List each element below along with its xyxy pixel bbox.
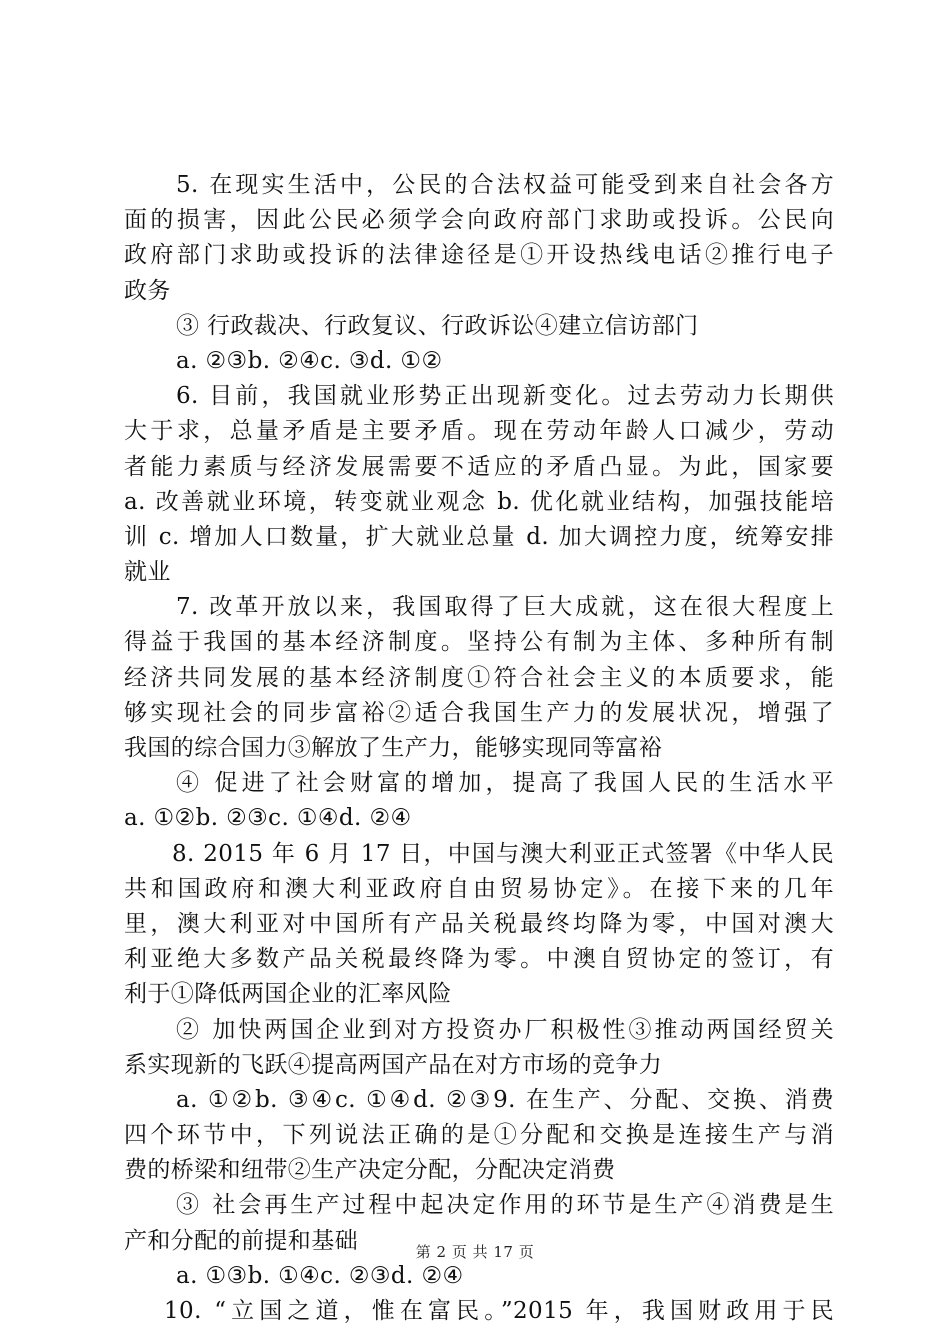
text-line-q8-2: 共和国政府和澳大利亚政府自由贸易协定》。在接下来的几年 [124,875,834,902]
text-line-q8-6: 系实现新的飞跃④提高两国产品在对方市场的竞争力 [124,1051,663,1078]
text-line-q7-4: 够实现社会的同步富裕②适合我国生产力的发展状况，增强了 [124,699,834,726]
text-line-q8-3: 里，澳大利亚对中国所有产品关税最终均降为零，中国对澳大 [124,910,834,937]
text-line-q10-1: 10. “立国之道，惟在富民。”2015 年，我国财政用于民 [164,1298,834,1324]
text-line-q7-5: 我国的综合国力③解放了生产力，能够实现同等富裕 [124,735,663,761]
text-line-q7-3: 经济共同发展的基本经济制度①符合社会主义的本质要求，能 [124,664,834,691]
text-line-q6-3: 者能力素质与经济发展需要不适应的矛盾凸显。为此，国家要 [124,453,834,480]
text-line-q6-6: 就业 [124,559,171,586]
text-line-q5-1: 5. 在现实生活中，公民的合法权益可能受到来自社会各方 [176,172,834,198]
text-line-q5-option-items: ③ 行政裁决、行政复议、行政诉讼④建立信访部门 [176,312,699,339]
page-footer: 第 2 页 共 17 页 [415,1243,535,1261]
text-line-q9-2: 四个环节中，下列说法正确的是①分配和交换是连接生产与消 [124,1122,834,1149]
text-line-q7-1: 7. 改革开放以来，我国取得了巨大成就，这在很大程度上 [176,594,834,621]
document-body [124,168,834,1329]
text-line-q8-choices-q9-1: a. ①②b. ③④c. ①④d. ②③9. 在生产、分配、交换、消费 [176,1086,834,1113]
text-line-q9-option-items: ③ 社会再生产过程中起决定作用的环节是生产④消费是生 [176,1192,834,1219]
text-line-q5-2: 面的损害，因此公民必须学会向政府部门求助或投诉。公民向 [124,207,834,234]
text-line-q8-5: 利于①降低两国企业的汇率风险 [124,981,452,1008]
text-line-q8-1: 8. 2015 年 6 月 17 日，中国与澳大利亚正式签署《中华人民 [172,840,834,867]
text-line-q9-3: 费的桥梁和纽带②生产决定分配，分配决定消费 [124,1157,616,1184]
text-line-q8-option-items: ② 加快两国企业到对方投资办厂积极性③推动两国经贸关 [176,1016,834,1043]
text-line-q9-choices: a. ①③b. ①④c. ②③d. ②④ [176,1262,464,1289]
text-line-q5-choices: a. ②③b. ②④c. ③d. ①② [176,347,443,374]
text-line-q6-4: a. 改善就业环境，转变就业观念 b. 优化就业结构，加强技能培 [124,488,834,515]
text-line-q7-choices: a. ①②b. ②③c. ①④d. ②④ [124,805,412,832]
text-line-q6-2: 大于求，总量矛盾是主要矛盾。现在劳动年龄人口减少，劳动 [124,418,834,445]
text-line-q6-5: 训 c. 增加人口数量，扩大就业总量 d. 加大调控力度，统筹安排 [124,523,834,550]
text-line-q5-3: 政府部门求助或投诉的法律途径是①开设热线电话②推行电子 [124,242,834,269]
text-line-q8-4: 利亚绝大多数产品关税最终降为零。中澳自贸协定的签订，有 [124,946,834,973]
text-line-q7-option-item: ④ 促进了社会财富的增加，提高了我国人民的生活水平 [176,770,834,797]
text-line-q5-4: 政务 [124,277,171,304]
text-line-q7-2: 得益于我国的基本经济制度。坚持公有制为主体、多种所有制 [124,629,834,656]
text-line-q9-4: 产和分配的前提和基础 [124,1227,358,1254]
text-line-q6-1: 6. 目前，我国就业形势正出现新变化。过去劳动力长期供 [176,383,834,410]
